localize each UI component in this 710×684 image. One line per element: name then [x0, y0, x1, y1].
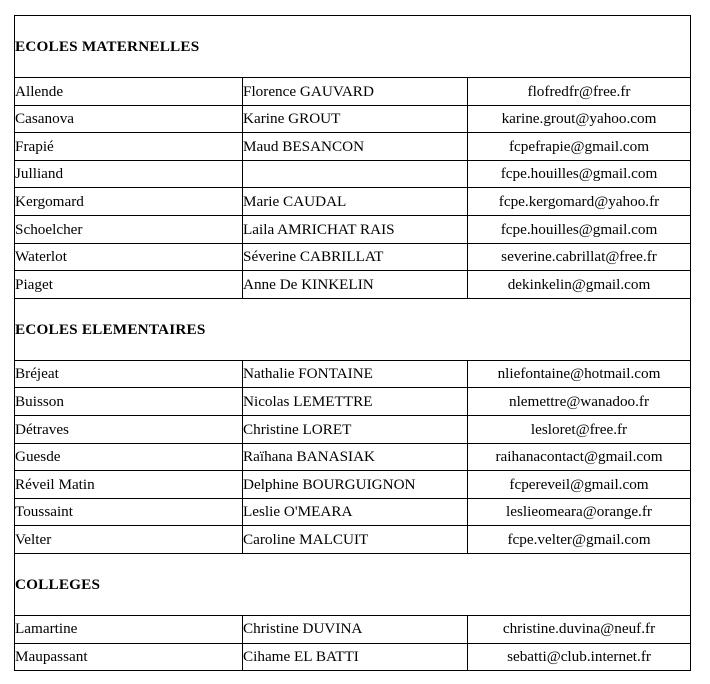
table-row — [15, 443, 691, 471]
contact-email-cell: fcpe.houilles@gmail.com — [468, 160, 691, 188]
section-title: ECOLES MATERNELLES — [15, 16, 691, 78]
contact-email-cell: flofredfr@free.fr — [468, 78, 691, 106]
contact-email-cell: fcpereveil@gmail.com — [468, 471, 691, 499]
table-row — [15, 133, 691, 161]
contact-email-cell: lesloret@free.fr — [468, 415, 691, 443]
contact-email-cell: fcpe.houilles@gmail.com — [468, 215, 691, 243]
school-name-cell: Lamartine — [15, 615, 243, 643]
table-row — [15, 526, 691, 554]
contact-person-cell — [243, 160, 468, 188]
contact-email-cell: sebatti@club.internet.fr — [468, 643, 691, 671]
section-title: ECOLES ELEMENTAIRES — [15, 298, 691, 360]
school-name-cell: Guesde — [15, 443, 243, 471]
contact-email-cell: karine.grout@yahoo.com — [468, 105, 691, 133]
school-name-cell: Julliand — [15, 160, 243, 188]
contact-email-cell: nliefontaine@hotmail.com — [468, 360, 691, 388]
table-row — [15, 498, 691, 526]
contact-person-cell: Séverine CABRILLAT — [243, 243, 468, 271]
school-name-cell: Allende — [15, 78, 243, 106]
school-name-cell: Kergomard — [15, 188, 243, 216]
section-header-row — [15, 298, 691, 360]
contact-email-cell: fcpe.kergomard@yahoo.fr — [468, 188, 691, 216]
contact-person-cell: Raïhana BANASIAK — [243, 443, 468, 471]
table-row — [15, 105, 691, 133]
contact-person-cell: Karine GROUT — [243, 105, 468, 133]
table-row — [15, 643, 691, 671]
table-row — [15, 271, 691, 299]
school-name-cell: Piaget — [15, 271, 243, 299]
table-row — [15, 388, 691, 416]
school-name-cell: Réveil Matin — [15, 471, 243, 499]
contact-email-cell: leslieomeara@orange.fr — [468, 498, 691, 526]
school-name-cell: Bréjeat — [15, 360, 243, 388]
school-name-cell: Velter — [15, 526, 243, 554]
section-header-row — [15, 553, 691, 615]
school-name-cell: Maupassant — [15, 643, 243, 671]
section-title: COLLEGES — [15, 553, 691, 615]
contact-person-cell: Leslie O'MEARA — [243, 498, 468, 526]
section-header-row — [15, 16, 691, 78]
table-row — [15, 78, 691, 106]
contact-email-cell: fcpefrapie@gmail.com — [468, 133, 691, 161]
table-row — [15, 188, 691, 216]
contact-person-cell: Marie CAUDAL — [243, 188, 468, 216]
contact-person-cell: Delphine BOURGUIGNON — [243, 471, 468, 499]
contacts-table — [14, 15, 691, 671]
contact-person-cell: Nathalie FONTAINE — [243, 360, 468, 388]
table-row — [15, 360, 691, 388]
contact-email-cell: christine.duvina@neuf.fr — [468, 615, 691, 643]
contact-email-cell: dekinkelin@gmail.com — [468, 271, 691, 299]
school-name-cell: Détraves — [15, 415, 243, 443]
contact-person-cell: Maud BESANCON — [243, 133, 468, 161]
school-name-cell: Buisson — [15, 388, 243, 416]
contact-person-cell: Laila AMRICHAT RAIS — [243, 215, 468, 243]
contact-person-cell: Cihame EL BATTI — [243, 643, 468, 671]
contacts-table-body — [15, 16, 691, 671]
contact-email-cell: raihanacontact@gmail.com — [468, 443, 691, 471]
school-name-cell: Toussaint — [15, 498, 243, 526]
table-row — [15, 471, 691, 499]
table-row — [15, 615, 691, 643]
contact-email-cell: fcpe.velter@gmail.com — [468, 526, 691, 554]
contact-person-cell: Florence GAUVARD — [243, 78, 468, 106]
contact-person-cell: Christine LORET — [243, 415, 468, 443]
school-name-cell: Frapié — [15, 133, 243, 161]
contact-person-cell: Anne De KINKELIN — [243, 271, 468, 299]
contact-person-cell: Christine DUVINA — [243, 615, 468, 643]
school-name-cell: Casanova — [15, 105, 243, 133]
school-name-cell: Schoelcher — [15, 215, 243, 243]
contact-person-cell: Nicolas LEMETTRE — [243, 388, 468, 416]
school-name-cell: Waterlot — [15, 243, 243, 271]
contact-person-cell: Caroline MALCUIT — [243, 526, 468, 554]
contact-email-cell: severine.cabrillat@free.fr — [468, 243, 691, 271]
table-row — [15, 160, 691, 188]
table-row — [15, 243, 691, 271]
table-row — [15, 215, 691, 243]
contact-email-cell: nlemettre@wanadoo.fr — [468, 388, 691, 416]
table-row — [15, 415, 691, 443]
